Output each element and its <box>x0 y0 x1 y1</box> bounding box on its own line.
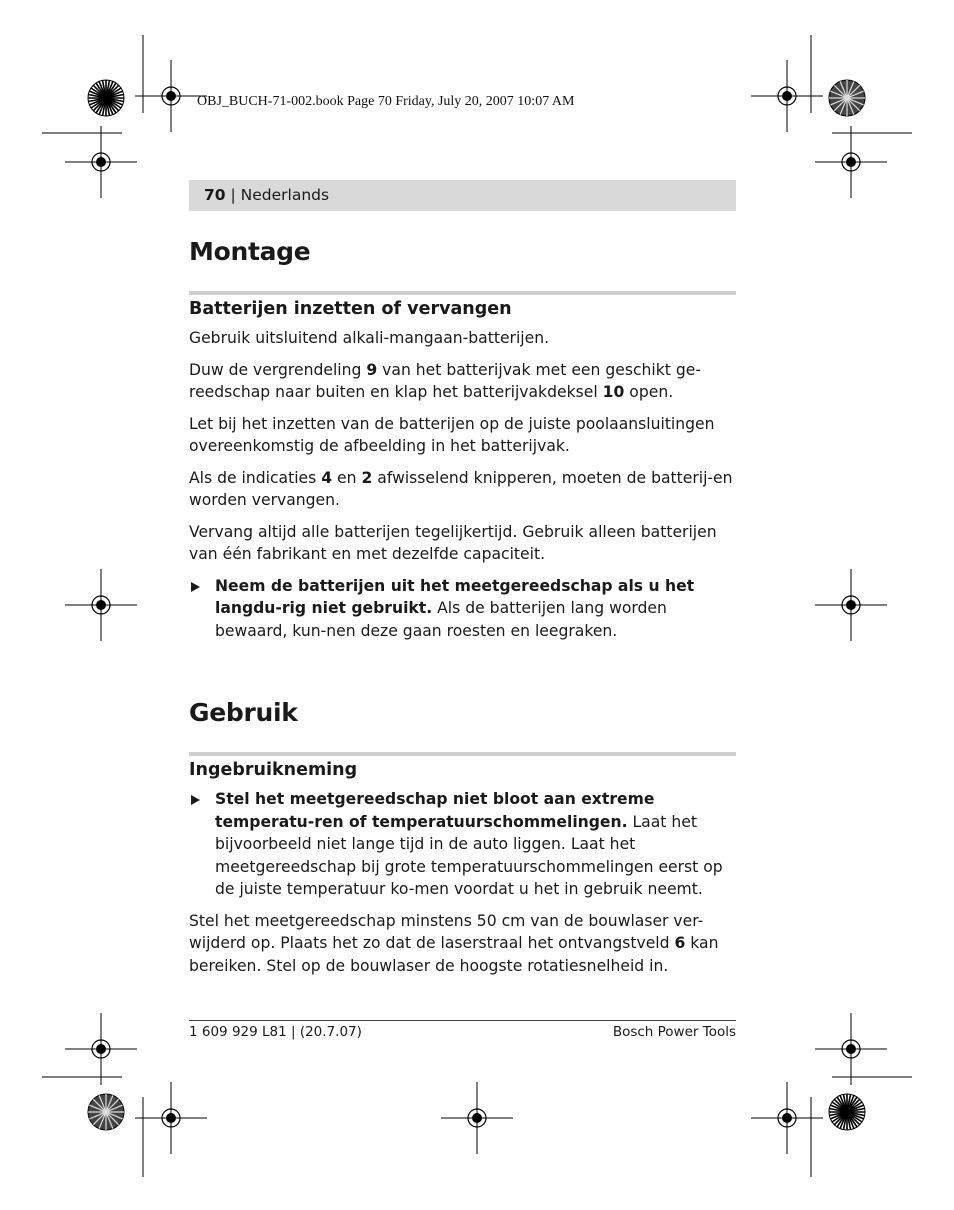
page-content <box>189 180 736 986</box>
warning-bullet: Neem de batterijen uit het meetgereedschap als u het langdu-rig niet gebruikt. Als de batterijen lang worden bewaard, kun-nen deze gaan roesten en leegraken. <box>189 575 736 643</box>
print-header: OBJ_BUCH-71-002.book Page 70 Friday, July 20, 2007 10:07 AM <box>197 94 575 109</box>
bullet-triangle-icon <box>191 795 200 805</box>
paragraph: Let bij het inzetten van de batterijen op de juiste poolaansluitingen overeenkomstig de afbeelding in het batterijvak. <box>189 414 715 455</box>
subsection-title-ingebruikneming: Ingebruikneming <box>189 760 358 780</box>
section-title-gebruik: Gebruik <box>189 698 298 727</box>
paragraph: Gebruik uitsluitend alkali-mangaan-batterijen. <box>189 329 550 347</box>
header-separator: | <box>225 186 241 204</box>
footer-brand: Bosch Power Tools <box>612 1024 736 1040</box>
section-rule <box>189 291 736 295</box>
page-number: 70 <box>204 186 226 204</box>
paragraph: Vervang altijd alle batterijen tegelijkertijd. Gebruik alleen batterijen van één fabrikant en met dezelfde capaciteit. <box>189 522 717 563</box>
paragraph: Duw de vergrendeling 9 van het batterijvak met een geschikt ge-reedschap naar buiten en klap het batterijvakdeksel 10 open. <box>189 360 701 401</box>
header-language: Nederlands <box>240 186 330 204</box>
section-title-montage: Montage <box>189 237 311 266</box>
page-footer <box>189 1020 736 1040</box>
section-rule <box>189 752 736 756</box>
footer-code: 1 609 929 L81 | (20.7.07) <box>189 1024 362 1040</box>
warning-bullet: Stel het meetgereedschap niet bloot aan extreme temperatu-ren of temperatuurschommelingen. Laat het bijvoorbeeld niet lange tijd in de auto liggen. Laat het meetgereedschap bij grote temperatuurschommelingen eerst op de juiste temperatuur ko-men voordat u het in gebruik neemt. <box>189 788 736 901</box>
page-header-bar <box>189 180 736 211</box>
paragraph: Als de indicaties 4 en 2 afwisselend knipperen, moeten de batterij-en worden vervangen. <box>189 468 733 509</box>
bullet-triangle-icon <box>191 582 200 592</box>
subsection-title-batteries: Batterijen inzetten of vervangen <box>189 299 512 319</box>
paragraph: Stel het meetgereedschap minstens 50 cm van de bouwlaser ver-wijderd op. Plaats het zo dat de laserstraal het ontvangstveld 6 kan bereiken. Stel op de bouwlaser de hoogste rotatiesnelheid in. <box>189 911 719 975</box>
